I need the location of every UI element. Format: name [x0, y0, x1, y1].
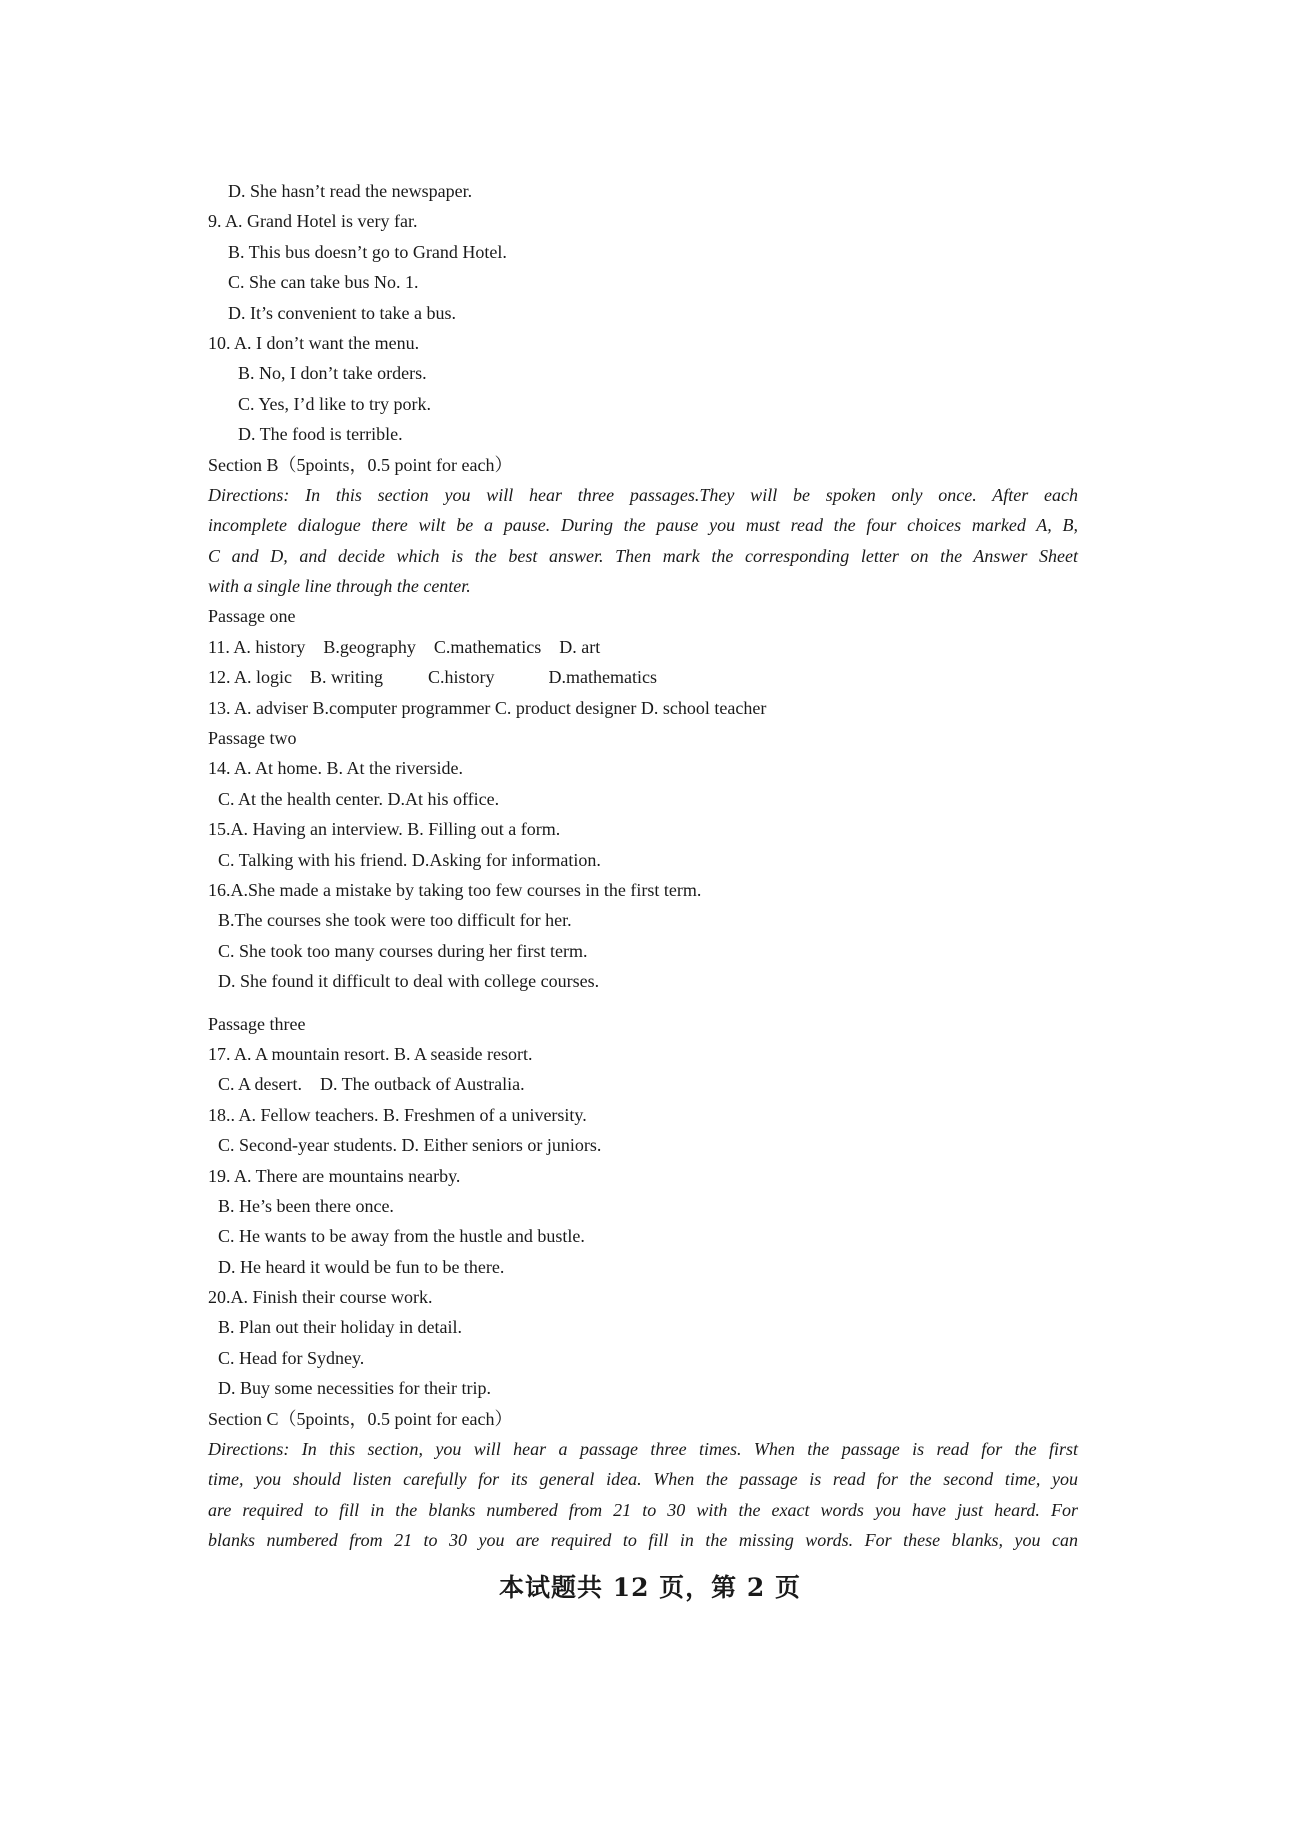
q19-option-d: D. He heard it would be fun to be there.: [218, 1256, 505, 1277]
q15-options-ab: 15.A. Having an interview. B. Filling out a form.: [208, 819, 561, 840]
section-c-directions-line: time, you should listen carefully for its general idea. When the passage is read for the second time, you: [208, 1469, 1078, 1490]
q17-options-cd: C. A desert. D. The outback of Australia.: [218, 1074, 525, 1095]
q9-option-a: 9. A. Grand Hotel is very far.: [208, 211, 418, 232]
q17-options-ab: 17. A. A mountain resort. B. A seaside resort.: [208, 1043, 533, 1064]
q11-options: 11. A. history B.geography C.mathematics D. art: [208, 636, 601, 657]
q10-option-d: D. The food is terrible.: [238, 424, 403, 445]
q10-option-b: B. No, I don’t take orders.: [238, 363, 427, 384]
q18-options-ab: 18.. A. Fellow teachers. B. Freshmen of a university.: [208, 1104, 587, 1125]
q20-option-c: C. Head for Sydney.: [218, 1347, 365, 1368]
q10-option-c: C. Yes, I’d like to try pork.: [238, 393, 431, 414]
q13-options: 13. A. adviser B.computer programmer C. product designer D. school teacher: [208, 697, 767, 718]
q16-option-d: D. She found it difficult to deal with college courses.: [218, 971, 600, 992]
q15-options-cd: C. Talking with his friend. D.Asking for information.: [218, 849, 601, 870]
q16-option-a: 16.A.She made a mistake by taking too few courses in the first term.: [208, 879, 702, 900]
section-c-directions-line: Directions: In this section, you will hear a passage three times. When the passage is read for the first: [208, 1439, 1078, 1460]
q10-option-a: 10. A. I don’t want the menu.: [208, 332, 420, 353]
section-c-directions-line: blanks numbered from 21 to 30 you are required to fill in the missing words. For these blanks, you can: [208, 1530, 1078, 1551]
section-b-directions-line: C and D, and decide which is the best answer. Then mark the corresponding letter on the Answer Sheet: [208, 545, 1078, 566]
q20-option-b: B. Plan out their holiday in detail.: [218, 1317, 462, 1338]
q12-options: 12. A. logic B. writing C.history D.mathematics: [208, 667, 657, 688]
section-b-directions-line: with a single line through the center.: [208, 576, 471, 597]
section-c-heading: Section C（5points，0.5 point for each）: [208, 1408, 513, 1429]
q18-options-cd: C. Second-year students. D. Either seniors or juniors.: [218, 1135, 602, 1156]
spacer: [208, 997, 1078, 1009]
q19-option-c: C. He wants to be away from the hustle and bustle.: [218, 1226, 585, 1247]
page-footer: 本试题共 12 页，第 2 页: [498, 1573, 801, 1602]
section-c-directions-line: are required to fill in the blanks numbered from 21 to 30 with the exact words you have just heard. For: [208, 1499, 1078, 1520]
q9-option-d: D. It’s convenient to take a bus.: [228, 302, 456, 323]
q9-option-c: C. She can take bus No. 1.: [228, 272, 419, 293]
q14-options-ab: 14. A. At home. B. At the riverside.: [208, 758, 463, 779]
q14-options-cd: C. At the health center. D.At his office.: [218, 788, 500, 809]
q19-option-b: B. He’s been there once.: [218, 1195, 394, 1216]
passage-three-heading: Passage three: [208, 1013, 306, 1034]
q16-option-c: C. She took too many courses during her first term.: [218, 940, 588, 961]
q20-option-d: D. Buy some necessities for their trip.: [218, 1378, 491, 1399]
q8-option-d: D. She hasn’t read the newspaper.: [228, 181, 473, 201]
q9-option-b: B. This bus doesn’t go to Grand Hotel.: [228, 241, 507, 262]
section-b-heading: Section B（5points，0.5 point for each）: [208, 454, 513, 475]
passage-one-heading: Passage one: [208, 606, 296, 627]
q16-option-b: B.The courses she took were too difficult for her.: [218, 910, 572, 931]
exam-content: [208, 176, 1078, 1556]
section-b-directions-line: Directions: In this section you will hear three passages.They will be spoken only once. After each: [208, 484, 1078, 505]
section-b-directions-line: incomplete dialogue there wilt be a pause. During the pause you must read the four choices marked A, B,: [208, 515, 1078, 536]
q20-option-a: 20.A. Finish their course work.: [208, 1287, 433, 1308]
q19-option-a: 19. A. There are mountains nearby.: [208, 1165, 461, 1186]
passage-two-heading: Passage two: [208, 728, 297, 749]
